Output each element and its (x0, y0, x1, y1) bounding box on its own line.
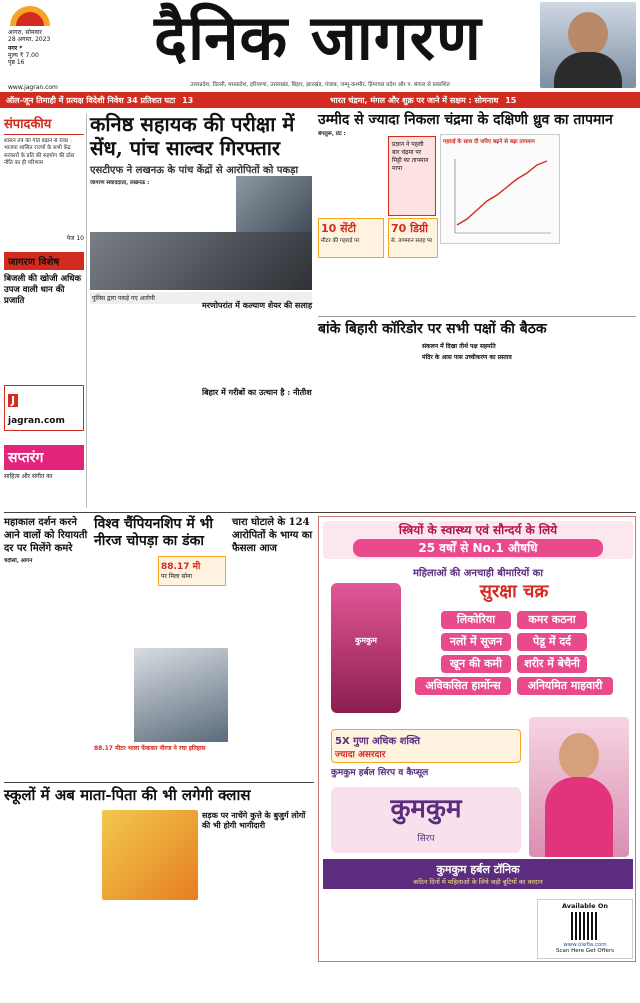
story4-text: चंदौसी, आंगन (4, 558, 33, 564)
jagran-logo-box[interactable]: J jagran.com (4, 385, 84, 431)
story2-side-text (564, 136, 636, 244)
ticker-right[interactable]: भारत चंद्रमा, मंगल और शुक्र पर जाने में सक्षम : सोमनाथ 15 (330, 96, 517, 105)
story-moon-temperature (318, 112, 636, 312)
website-link[interactable]: www.jagran.com (8, 84, 58, 91)
sidebar (4, 114, 84, 510)
ad-sub: महिलाओं की अनचाही बीमारियों का (413, 568, 543, 579)
ad-title: स्त्रियों के स्वास्थ्य एवं सौन्दर्य के लिये (398, 523, 558, 537)
masthead (0, 0, 640, 92)
neeraj-caption: 88.17 मीटर भाला फेंककर नीरज ने रचा इतिहास (94, 745, 206, 752)
story4-headline[interactable]: महाकाल दर्शन करने आने वालों को रियायती दर पर मिलेंगे कमरे (4, 517, 88, 554)
stat-depth: 10 सेंटी मीटर की गहराई पर (318, 218, 384, 258)
ad-pill-1: लिकोरिया (441, 611, 511, 629)
story2-more-text (318, 262, 636, 310)
story-mahakal (4, 516, 90, 778)
ad-product: कुमकुम हर्बल सिरप व कैप्सूल (331, 768, 429, 778)
portrait-photo (540, 2, 636, 88)
syrup-bottle: कुमकुम (331, 583, 401, 713)
neeraj-fact: 88.17 मी पर मिला सोना (158, 556, 226, 586)
date-block: आगरा, सोमवार 28 अगस्त, 2023 नगर * मूल्य ₹ 7.00 पृष्ठ 16 (8, 29, 51, 66)
ad-chakra: सुरक्षा चक्र (479, 581, 549, 602)
vishesh-text (4, 309, 84, 379)
story1-headline[interactable]: कनिष्ठ सहायक की परीक्षा में सेंध, पांच साल्वर गिरफ्तार (90, 112, 295, 160)
publication-states: उत्तरप्रदेश, दिल्ली, मध्यप्रदेश, हरियाणा, उत्तराखंड, बिहार, झारखंड, पंजाब, जम्मू-कश्मीर, हिमाचल प्रदेश और प. बंगाल से प्रकाशित (190, 82, 450, 88)
ticker-left[interactable]: ऑल-जून तिमाही में प्रत्यक्ष विदेशी निवेश 34 प्रतिशत घटा 13 (6, 96, 194, 105)
story3-headline[interactable]: बांके बिहारी कॉरिडोर पर सभी पक्षों की बैठक (318, 321, 547, 337)
middle-stories (90, 300, 316, 510)
ad-pill-3: नलों में सूजन (441, 633, 511, 651)
editorial-heading: संपादकीय (4, 114, 84, 135)
editorial-text: शासन तंत्र की गति बढ़ाने से रोका : भाजपा शासित राज्यों के सभी केंद्र सरकारों के प्रति की सहयोग की ठोस नीति का ही परिणाम (4, 138, 75, 166)
model-photo (529, 717, 629, 857)
vishesh-headline[interactable]: बिजली की खोजी अधिक उपज वाली धान की प्रजाति (4, 274, 82, 306)
story1-text: जागरण संवाददाता, लखनऊ : (90, 180, 150, 186)
sun-logo-icon (8, 4, 52, 26)
saptrang-logo[interactable]: सप्तरंग (4, 445, 84, 470)
ad-store-box[interactable]: Available On www.olefia.com Scan Here Get Offers (537, 899, 633, 959)
story-banke-bihari (318, 316, 636, 506)
accused-photo (236, 176, 312, 236)
ad-pill-8: अनियमित माहवारी (517, 677, 613, 695)
vishesh-heading: जागरण विशेष (4, 252, 84, 270)
story6-headline[interactable]: चारा घोटाले के 124 आरोपितों के भाग्य का फैसला आज (232, 517, 313, 554)
temperature-graph (447, 155, 555, 239)
arrest-photo (90, 232, 312, 290)
editorial-page-ref[interactable]: पेज 10 (66, 235, 84, 242)
qr-code-icon[interactable] (571, 912, 599, 940)
story3-bullets: संकलन में दिखा तीर्थ पक्ष सहमति मंदिर के आस पास उच्चीकरण का प्रस्ताव (422, 343, 512, 361)
neeraj-photo (134, 648, 228, 742)
newspaper-title: दैनिक जागरण (154, 1, 482, 74)
story10-headline[interactable]: सड़क पर नाचेंगे कुत्ते के बुजुर्ग लोगों की भी होगी भागीदारी (202, 810, 306, 830)
story1-caption: पुलिस द्वारा पकड़े गए आरोपी (90, 292, 312, 304)
ad-pill-7: अविकसित हार्मोन्स (415, 677, 511, 695)
story-fodder-scam (232, 516, 314, 778)
school-illustration (102, 810, 198, 900)
story1-subheadline: एसटीएफ ने लखनऊ के पांच केंद्रों से आरोपितों को पकड़ा (90, 165, 299, 176)
kumkum-advertisement[interactable] (318, 516, 636, 962)
ad-pill-2: कमर कठना (517, 611, 587, 629)
chart-title: गहराई के साथ दी जरिए बढ़ने से बढ़ा तापमान (443, 139, 535, 145)
story2-text: बेंगलुरू, प्रेट : (318, 131, 346, 137)
saptrang-text: साहित्य और संगीत का (4, 473, 53, 480)
story2-headline[interactable]: उम्मीद से ज्यादा निकला चंद्रमा के दक्षिणी ध्रुव का तापमान (318, 112, 613, 128)
story7-headline[interactable]: मरणोपरांत में कल्याण शेयर की सलाह (202, 300, 313, 310)
ad-pill-5: खून की कमी (441, 655, 511, 673)
story3-text (318, 342, 418, 502)
temperature-chart (440, 134, 560, 244)
ticker-bar (0, 92, 640, 108)
ad-pill-6: शरीर में बेचैनी (517, 655, 587, 673)
story9-headline[interactable]: स्कूलों में अब माता-पिता की भी लगेगी क्लास (4, 786, 251, 804)
story-schools (4, 786, 314, 996)
ad-brand-logo: कुमकुम सिरप (331, 787, 521, 853)
story-neeraj (94, 516, 228, 778)
stat-surface: 70 डिग्री से. तापमान सतह पर (388, 218, 438, 258)
story8-headline[interactable]: बिहार में गरीबों का उत्थान है : नीतीश (202, 387, 312, 397)
story5-headline[interactable]: विश्व चैंपियनशिप में भी नीरज चोपड़ा का डंका (94, 516, 214, 549)
ad-strength: 5X गुणा अधिक शक्ति ज्यादा असरदार (331, 729, 521, 763)
ad-pill-4: पेडू में दर्द (517, 633, 587, 651)
ad-fineprint (325, 901, 531, 957)
ad-tonic-bar: कुमकुम हर्बल टॉनिक कठिन दिनों में महिलाओं के लिये जड़ी बूटियों का वरदान (323, 859, 633, 889)
story2-box: प्रज्ञान ने पहली बार चंद्रमा पर मिट्टी का तापमान मापा (388, 136, 436, 216)
ad-tagline: 25 वर्षों से No.1 औषधि (353, 539, 603, 557)
